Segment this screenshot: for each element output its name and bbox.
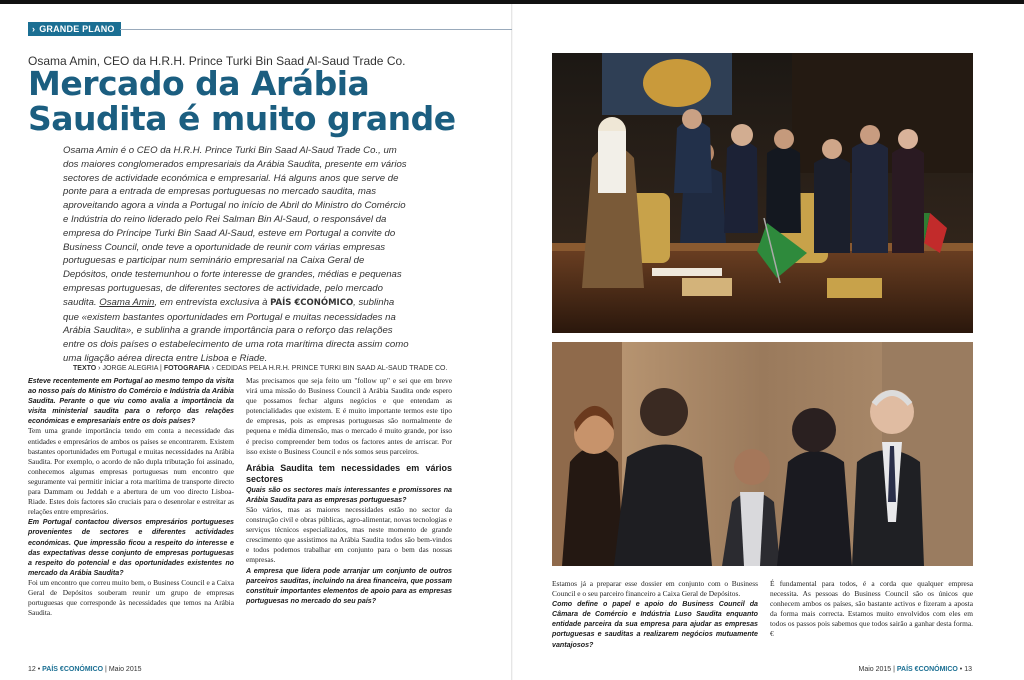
credits-text-author: JORGE ALEGRIA (102, 365, 159, 372)
section-label: GRANDE PLANO (39, 24, 115, 34)
answer: Mas precisamos que seja feito um "follow up" e sei que em breve virá uma missão do Business Council à Arábia Saudita onde espero que possamos fechar alguns negócios e que entendam as potencialidades que existem. E é muito importante termos este tipo de empresas, pois as empresas portuguesas são normalmente de pequena e média dimensão, mas o mercado é muito grande, por isso é preciso compreender bem todos os factores antes de arriscar. Por isso existe o Business Council e nós somos seus parceiros. (246, 376, 452, 456)
kicker: Osama Amin, CEO da H.R.H. Prince Turki Bin Saad Al-Saud Trade Co. (28, 54, 406, 68)
answer: Foi um encontro que correu muito bem, o Business Council e a Caixa Geral de Depósitos souberam reunir um grupo de empresas portuguesas que corresponde às necessidades que temos na Arábia Saudita. (28, 577, 234, 618)
section-tag (28, 22, 121, 36)
answer-text: É fundamental para todos, é a corda que qualquer empresa necessita. As pessoas do Business Council são os únicos que conhecem ambos os países, são bastante activos e fizeram a aposta da forma mais correcta. Estamos muito envolvidos com eles em todos os passos pois sabemos que todos sairão a ganhar desta forma. (770, 579, 973, 629)
chevron-right-icon: › (32, 24, 36, 34)
footer-separator: • (37, 666, 41, 673)
left-page (0, 4, 512, 680)
column-3 (552, 579, 758, 650)
column-1 (28, 376, 234, 618)
footer-date: Maio 2015 (108, 666, 142, 673)
answer: São vários, mas as maiores necessidades estão no sector da construção civil e obras públicas, agro-alimentar, novas tecnologias e serviços técnicos especializados, mas neste momento de grande crescimento que assistimos na Arábia Saudita todos são bem-vindos e todos podemos trabalhar em conjunto para o bem das nossas empresas. (246, 504, 452, 565)
right-page (512, 4, 1024, 680)
section-rule (120, 29, 512, 30)
signing-ceremony-photo (552, 53, 973, 333)
question: Esteve recentemente em Portugal ao mesmo tempo da visita ao nosso país do Ministro do Comércio e Indústria da Arábia Saudita. Perante o que viu como avalia a importância da visita ministerial saudita para o reforço das relações económicas e empresariais entre os dois países? (28, 377, 234, 426)
credits-photo-source: CEDIDAS PELA H.R.H. PRINCE TURKI BIN SAAD AL-SAUD TRADE CO. (216, 365, 448, 372)
subheading: Arábia Saudita tem necessidades em vários sectores (246, 462, 452, 484)
footer-right: Maio 2015 | PAÍS €CONÓMICO • 13 (858, 666, 972, 673)
lead-text-1: Osama Amin é o CEO da H.R.H. Prince Turki Bin Saad Al-Saud Trade Co., um dos maiores conglomerados empresariais da Arábia Saudita, presente em vários sectores de actividade económica e empresarial. Há alguns anos que serve de ponte para a entrada de empresas portuguesas no mercado saudita, mas aproveitando agora a vinda a Portugal no início de Abril do Ministro do Comércio e Indústria do reino liderado pelo Rei Salman Bin Al-Saud, o responsável da empresa do Príncipe Turki Bin Saad Al-Saud, esteve em Portugal a convite do Business Council, onde teve a oportunidade de reunir com várias empresas portuguesas e participar num seminário empresarial na Caixa Geral de Depósitos, onde testemunhou o forte interesse de grandes, médias e pequenas empresas portuguesas, de diferentes sectores de actividade, pelo mercado saudita. (63, 145, 407, 308)
lead-text-3: , sublinha que «existem bastantes oportunidades em Portugal e muitas necessidades na Arábia Saudita», e sublinha a grande importância para o reforço das relações entre os dois países o estabelecimento de uma rota marítima directa assim como uma ligação aérea directa entre Lisboa e Riade. (63, 296, 409, 364)
footer-separator: • (959, 666, 963, 673)
photo-illustration-1 (552, 53, 973, 333)
end-mark: € (770, 629, 774, 639)
credits-text-label: TEXTO (73, 365, 97, 372)
question: Como define o papel e apoio do Business Council da Câmara de Comércio e Indústria Luso Saudita enquanto entidade parceira da sua empresa para ajudar as empresas portuguesas e sauditas a realizarem negócios mutuamente vantajosos? (552, 600, 758, 649)
credits-photo-label: FOTOGRAFIA (163, 365, 210, 372)
column-4 (770, 579, 973, 640)
page-number: 12 (28, 666, 36, 673)
answer: Tem uma grande importância tendo em conta a necessidade das entidades e empresários de ambos os países se encontrarem. Existem bastantes oportunidades em Portugal e muitas necessidades na Arábia Saudita. Por exemplo, o acordo de não dupla tributação foi assinado, conhecemos algumas empresas portuguesas num encontro que seguramente vai permitir iniciar a rota marítima de transporte directo para Dammam ou Jeddah e a abertura de um voo directo Lisboa-Riade. Estes dois factores são cruciais para o desenrolar e estreitar as relações entre empresários. (28, 426, 234, 517)
question: Quais são os sectores mais interessantes e promissores na Arábia Saudita para as empresas portuguesas? (246, 485, 452, 504)
answer: Estamos já a preparar esse dossier em conjunto com o Business Council e o seu parceiro financeiro a Caixa Geral de Depósitos. (552, 579, 758, 599)
credits: TEXTO › JORGE ALEGRIA | FOTOGRAFIA › CEDIDAS PELA H.R.H. PRINCE TURKI BIN SAAD AL-SAUD TRADE CO. (73, 365, 448, 372)
question: Em Portugal contactou diversos empresários portugueses provenientes de sectores e diferentes actividades económicas. Que impressão ficou a respeito do interesse e das expectativas desse conjunto de empresas portuguesas a respeito do potencial e das oportunidades existentes no mercado da Arábia Saudita? (28, 518, 234, 577)
answer (770, 579, 973, 640)
footer-brand: PAÍS €CONÓMICO (896, 666, 958, 673)
column-2 (246, 376, 452, 606)
headline-line-2: Saudita é muito grande (28, 99, 456, 138)
lead-brand: PAÍS €CONÓMICO (270, 297, 354, 308)
footer-brand: PAÍS €CONÓMICO (42, 666, 104, 673)
page-number: 13 (964, 666, 972, 673)
footer-date: Maio 2015 (858, 666, 892, 673)
headline-line-1: Mercado da Arábia (28, 64, 370, 103)
headline (28, 66, 498, 136)
lead-paragraph (63, 144, 411, 366)
lead-name: Osama Amin (99, 296, 155, 308)
lead-text-2: , em entrevista exclusiva à (154, 296, 271, 308)
footer-left: 12 • PAÍS €CONÓMICO | Maio 2015 (28, 666, 142, 673)
question: A empresa que lidera pode arranjar um conjunto de outros parceiros sauditas, incluindo na área financeira, que possam constituir importantes elementos de apoio para as empresas portuguesas no mercado do seu país? (246, 566, 452, 605)
photo-illustration-2 (552, 342, 973, 566)
delegation-photo (552, 342, 973, 566)
